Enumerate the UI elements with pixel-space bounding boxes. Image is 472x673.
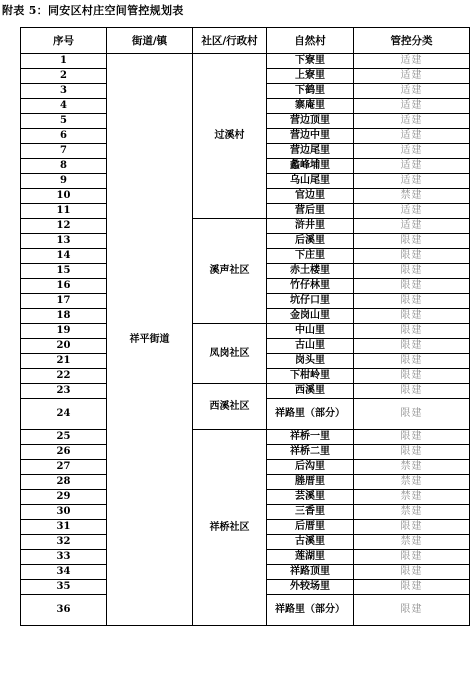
village-cell: 三香里 bbox=[267, 505, 354, 520]
row-number: 25 bbox=[21, 430, 107, 445]
village-cell: 外较场里 bbox=[267, 580, 354, 595]
row-number: 14 bbox=[21, 249, 107, 264]
header-community: 社区/行政村 bbox=[193, 28, 267, 54]
table-row bbox=[21, 324, 470, 339]
control-class-cell: 禁建 bbox=[354, 535, 470, 550]
row-number: 35 bbox=[21, 580, 107, 595]
village-cell: 营后里 bbox=[267, 204, 354, 219]
control-class-cell: 适建 bbox=[354, 129, 470, 144]
control-class-cell: 禁建 bbox=[354, 505, 470, 520]
header-class: 管控分类 bbox=[354, 28, 470, 54]
village-cell: 上寮里 bbox=[267, 69, 354, 84]
control-class-cell: 适建 bbox=[354, 114, 470, 129]
control-class-cell: 适建 bbox=[354, 99, 470, 114]
village-cell: 下庄里 bbox=[267, 249, 354, 264]
community-cell: 溪声社区 bbox=[193, 219, 267, 324]
row-number: 36 bbox=[21, 595, 107, 626]
row-number: 23 bbox=[21, 384, 107, 399]
control-class-cell: 禁建 bbox=[354, 475, 470, 490]
village-cell: 岗头里 bbox=[267, 354, 354, 369]
control-class-cell: 限建 bbox=[354, 369, 470, 384]
table-row bbox=[21, 54, 470, 69]
village-cell: 营边尾里 bbox=[267, 144, 354, 159]
village-cell: 蠡峰埔里 bbox=[267, 159, 354, 174]
village-cell: 后沟里 bbox=[267, 460, 354, 475]
village-cell: 中山里 bbox=[267, 324, 354, 339]
control-class-cell: 限建 bbox=[354, 279, 470, 294]
village-cell: 古溪里 bbox=[267, 535, 354, 550]
row-number: 2 bbox=[21, 69, 107, 84]
row-number: 19 bbox=[21, 324, 107, 339]
control-class-cell: 适建 bbox=[354, 174, 470, 189]
village-cell: 古山里 bbox=[267, 339, 354, 354]
row-number: 22 bbox=[21, 369, 107, 384]
control-class-cell: 适建 bbox=[354, 84, 470, 99]
village-cell: 祥桥一里 bbox=[267, 430, 354, 445]
village-cell: 金岗山里 bbox=[267, 309, 354, 324]
row-number: 29 bbox=[21, 490, 107, 505]
village-cell: 营边顶里 bbox=[267, 114, 354, 129]
row-number: 12 bbox=[21, 219, 107, 234]
control-class-cell: 适建 bbox=[354, 69, 470, 84]
table-row bbox=[21, 430, 470, 445]
row-number: 9 bbox=[21, 174, 107, 189]
village-cell: 下柑岭里 bbox=[267, 369, 354, 384]
control-class-cell: 禁建 bbox=[354, 189, 470, 204]
control-class-cell: 适建 bbox=[354, 159, 470, 174]
community-cell: 祥桥社区 bbox=[193, 430, 267, 626]
village-cell: 后厝里 bbox=[267, 520, 354, 535]
row-number: 10 bbox=[21, 189, 107, 204]
village-cell: 坑仔口里 bbox=[267, 294, 354, 309]
header-no: 序号 bbox=[21, 28, 107, 54]
row-number: 16 bbox=[21, 279, 107, 294]
village-cell: 浒井里 bbox=[267, 219, 354, 234]
control-class-cell: 限建 bbox=[354, 595, 470, 626]
row-number: 34 bbox=[21, 565, 107, 580]
control-class-cell: 禁建 bbox=[354, 460, 470, 475]
row-number: 30 bbox=[21, 505, 107, 520]
village-cell: 下寮里 bbox=[267, 54, 354, 69]
village-cell: 营边中里 bbox=[267, 129, 354, 144]
village-cell: 赤土楼里 bbox=[267, 264, 354, 279]
row-number: 3 bbox=[21, 84, 107, 99]
row-number: 13 bbox=[21, 234, 107, 249]
row-number: 21 bbox=[21, 354, 107, 369]
village-cell: 下鹤里 bbox=[267, 84, 354, 99]
control-class-cell: 限建 bbox=[354, 264, 470, 279]
village-cell: 西溪里 bbox=[267, 384, 354, 399]
control-class-cell: 限建 bbox=[354, 309, 470, 324]
table-row bbox=[21, 384, 470, 399]
control-class-cell: 限建 bbox=[354, 249, 470, 264]
community-cell: 过溪村 bbox=[193, 54, 267, 219]
table-title: 附表 5：同安区村庄空间管控规划表 bbox=[2, 4, 184, 17]
village-cell: 祥路里（部分） bbox=[267, 595, 354, 626]
village-cell: 后溪里 bbox=[267, 234, 354, 249]
control-class-cell: 限建 bbox=[354, 445, 470, 460]
control-class-cell: 限建 bbox=[354, 565, 470, 580]
row-number: 17 bbox=[21, 294, 107, 309]
village-cell: 祥路里（部分） bbox=[267, 399, 354, 430]
row-number: 24 bbox=[21, 399, 107, 430]
control-class-cell: 限建 bbox=[354, 520, 470, 535]
row-number: 33 bbox=[21, 550, 107, 565]
control-class-cell: 禁建 bbox=[354, 490, 470, 505]
row-number: 6 bbox=[21, 129, 107, 144]
row-number: 1 bbox=[21, 54, 107, 69]
row-number: 4 bbox=[21, 99, 107, 114]
village-cell: 竹仔林里 bbox=[267, 279, 354, 294]
table-body bbox=[21, 54, 470, 626]
control-class-cell: 限建 bbox=[354, 399, 470, 430]
row-number: 32 bbox=[21, 535, 107, 550]
control-class-cell: 限建 bbox=[354, 234, 470, 249]
row-number: 11 bbox=[21, 204, 107, 219]
control-class-cell: 限建 bbox=[354, 294, 470, 309]
village-cell: 塍厝里 bbox=[267, 475, 354, 490]
control-class-cell: 适建 bbox=[354, 54, 470, 69]
village-cell: 芸溪里 bbox=[267, 490, 354, 505]
control-class-cell: 适建 bbox=[354, 219, 470, 234]
village-control-table bbox=[20, 27, 470, 626]
control-class-cell: 限建 bbox=[354, 580, 470, 595]
row-number: 27 bbox=[21, 460, 107, 475]
row-number: 20 bbox=[21, 339, 107, 354]
row-number: 8 bbox=[21, 159, 107, 174]
village-cell: 祥桥二里 bbox=[267, 445, 354, 460]
control-class-cell: 限建 bbox=[354, 324, 470, 339]
row-number: 28 bbox=[21, 475, 107, 490]
control-class-cell: 适建 bbox=[354, 144, 470, 159]
row-number: 15 bbox=[21, 264, 107, 279]
control-class-cell: 限建 bbox=[354, 339, 470, 354]
row-number: 18 bbox=[21, 309, 107, 324]
control-class-cell: 限建 bbox=[354, 354, 470, 369]
header-village: 自然村 bbox=[267, 28, 354, 54]
header-row bbox=[21, 28, 470, 54]
header-street: 街道/镇 bbox=[107, 28, 193, 54]
table-row bbox=[21, 219, 470, 234]
village-cell: 乌山尾里 bbox=[267, 174, 354, 189]
community-cell: 凤岗社区 bbox=[193, 324, 267, 384]
village-cell: 寨庵里 bbox=[267, 99, 354, 114]
control-class-cell: 限建 bbox=[354, 550, 470, 565]
village-cell: 官边里 bbox=[267, 189, 354, 204]
control-class-cell: 限建 bbox=[354, 430, 470, 445]
street-cell: 祥平街道 bbox=[107, 54, 193, 626]
row-number: 5 bbox=[21, 114, 107, 129]
village-cell: 祥路顶里 bbox=[267, 565, 354, 580]
row-number: 31 bbox=[21, 520, 107, 535]
community-cell: 西溪社区 bbox=[193, 384, 267, 430]
control-class-cell: 适建 bbox=[354, 204, 470, 219]
row-number: 26 bbox=[21, 445, 107, 460]
row-number: 7 bbox=[21, 144, 107, 159]
village-cell: 莲湖里 bbox=[267, 550, 354, 565]
control-class-cell: 限建 bbox=[354, 384, 470, 399]
